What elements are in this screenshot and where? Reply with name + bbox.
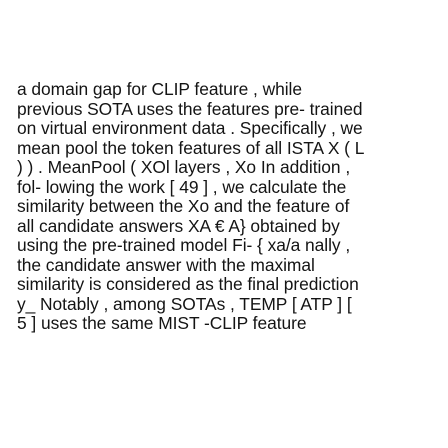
text-line: fol- lowing the work [ 49 ] , we calculate the	[17, 177, 347, 197]
text-line: 5 ] uses the same MIST -CLIP feature	[17, 313, 307, 333]
text-line: similarity between the Xo and the feature of	[17, 196, 350, 216]
text-line: the candidate answer with the maximal	[17, 255, 315, 275]
text-line: previous SOTA uses the features pre- trained	[17, 99, 363, 119]
text-line: similarity is considered as the final prediction	[17, 274, 359, 294]
text-line: y_ Notably , among SOTAs , TEMP [ ATP ] [	[17, 294, 352, 314]
text-line: all candidate answers XA € A} obtained by	[17, 216, 340, 236]
text-line: mean pool the token features of all ISTA X ( L	[17, 138, 365, 158]
text-line: on virtual environment data . Specifically , we	[17, 118, 363, 138]
text-line: ) ) . MeanPool ( XOl layers , Xo In addition ,	[17, 157, 351, 177]
text-line: using the pre-trained model Fi- { xa/a nally ,	[17, 235, 351, 255]
text-line: a domain gap for CLIP feature , while	[17, 79, 302, 99]
